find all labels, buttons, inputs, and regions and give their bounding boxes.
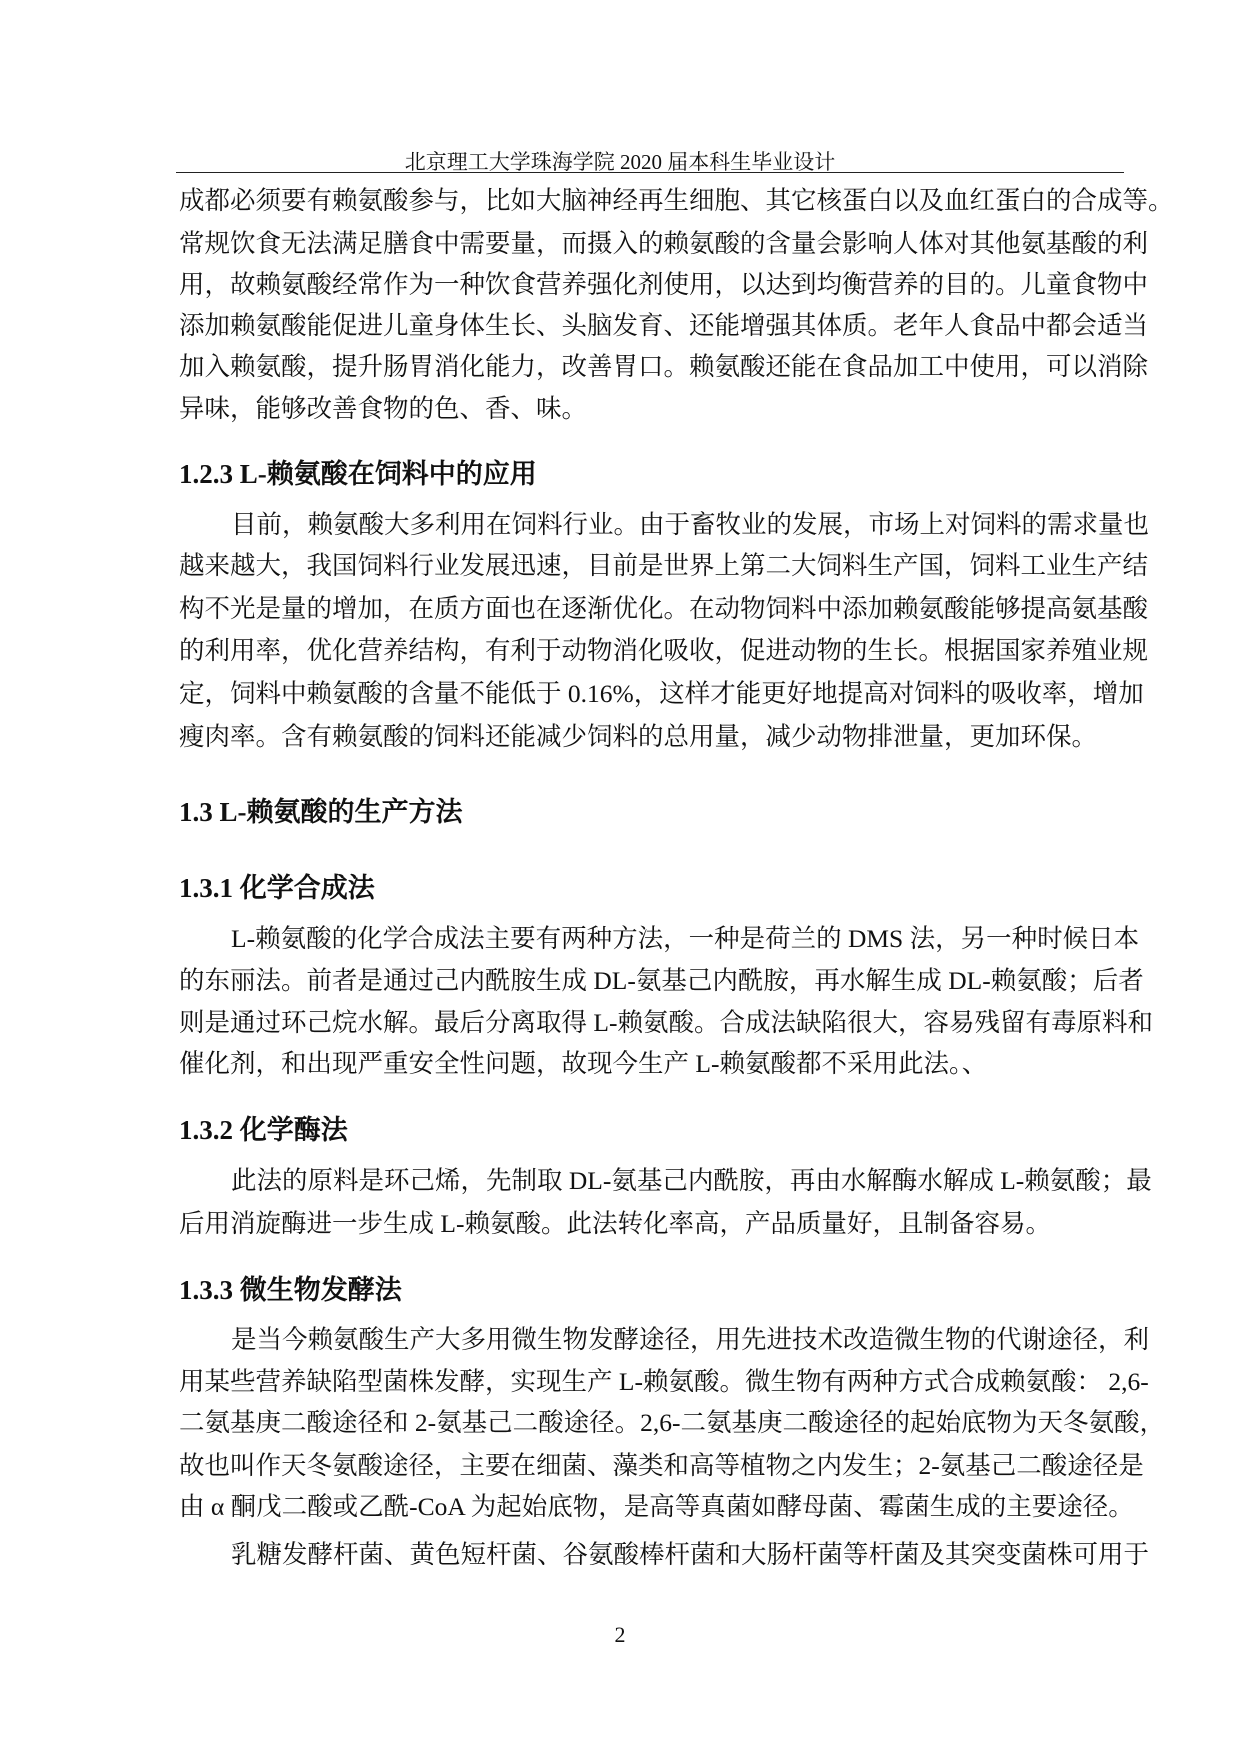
text-line: 此法的原料是环己烯，先制取 DL-氨基己内酰胺，再由水解酶水解成 L-赖氨酸；最: [231, 1166, 1152, 1195]
running-header: 北京理工大学珠海学院 2020 届本科生毕业设计: [404, 150, 836, 174]
text-line: 异味，能够改善食物的色、香、味。: [179, 394, 588, 423]
text-line: 目前，赖氨酸大多利用在饲料行业。由于畜牧业的发展，市场上对饲料的需求量也: [231, 510, 1150, 539]
text-line: 用，故赖氨酸经常作为一种饮食营养强化剂使用，以达到均衡营养的目的。儿童食物中: [179, 270, 1149, 299]
section-heading-1-3-3: 1.3.3 微生物发酵法: [179, 1275, 402, 1305]
text-line: 成都必须要有赖氨酸参与，比如大脑神经再生细胞、其它核蛋白以及血红蛋白的合成等。: [179, 186, 1174, 215]
text-line: 构不光是量的增加，在质方面也在逐渐优化。在动物饲料中添加赖氨酸能够提高氨基酸: [179, 594, 1149, 623]
text-line: 则是通过环己烷水解。最后分离取得 L-赖氨酸。合成法缺陷很大，容易残留有毒原料和: [179, 1008, 1153, 1037]
text-line: 加入赖氨酸，提升肠胃消化能力，改善胃口。赖氨酸还能在食品加工中使用，可以消除: [179, 352, 1149, 381]
text-line: 二氨基庚二酸途径和 2-氨基己二酸途径。2,6-二氨基庚二酸途径的起始底物为天冬氨酸，: [179, 1408, 1165, 1437]
text-line: 催化剂，和出现严重安全性问题，故现今生产 L-赖氨酸都不采用此法。、: [179, 1049, 988, 1078]
text-line: 用某些营养缺陷型菌株发酵，实现生产 L-赖氨酸。微生物有两种方式合成赖氨酸： 2,6-: [179, 1367, 1149, 1396]
section-heading-1-2-3: 1.2.3 L-赖氨酸在饲料中的应用: [179, 459, 537, 489]
page-number: 2: [614, 1622, 626, 1647]
text-line: 的东丽法。前者是通过己内酰胺生成 DL-氨基己内酰胺，再水解生成 DL-赖氨酸；后者: [179, 966, 1144, 995]
text-line: 常规饮食无法满足膳食中需要量，而摄入的赖氨酸的含量会影响人体对其他氨基酸的利: [179, 229, 1149, 258]
text-line: 由 α 酮戊二酸或乙酰-CoA 为起始底物，是高等真菌如酵母菌、霉菌生成的主要途径。: [179, 1492, 1134, 1521]
text-line: 是当今赖氨酸生产大多用微生物发酵途径，用先进技术改造微生物的代谢途径，利: [231, 1325, 1150, 1354]
section-heading-1-3-2: 1.3.2 化学酶法: [179, 1115, 348, 1145]
text-line: 定，饲料中赖氨酸的含量不能低于 0.16%，这样才能更好地提高对饲料的吸收率，增加: [179, 679, 1144, 708]
text-line: 添加赖氨酸能促进儿童身体生长、头脑发育、还能增强其体质。老年人食品中都会适当: [179, 311, 1149, 340]
text-line: 越来越大，我国饲料行业发展迅速，目前是世界上第二大饲料生产国，饲料工业生产结: [179, 551, 1149, 580]
text-line: 故也叫作天冬氨酸途径，主要在细菌、藻类和高等植物之内发生；2-氨基己二酸途径是: [179, 1451, 1144, 1480]
section-heading-1-3-1: 1.3.1 化学合成法: [179, 873, 375, 903]
header-rule: [176, 172, 1124, 173]
text-line: 瘦肉率。含有赖氨酸的饲料还能减少饲料的总用量，减少动物排泄量，更加环保。: [179, 722, 1098, 751]
text-line: L-赖氨酸的化学合成法主要有两种方法，一种是荷兰的 DMS 法，另一种时候日本: [231, 924, 1140, 953]
text-line: 的利用率，优化营养结构，有利于动物消化吸收，促进动物的生长。根据国家养殖业规: [179, 636, 1149, 665]
text-line: 乳糖发酵杆菌、黄色短杆菌、谷氨酸棒杆菌和大肠杆菌等杆菌及其突变菌株可用于: [231, 1540, 1150, 1569]
section-heading-1-3: 1.3 L-赖氨酸的生产方法: [179, 797, 463, 827]
text-line: 后用消旋酶进一步生成 L-赖氨酸。此法转化率高，产品质量好，且制备容易。: [179, 1209, 1051, 1238]
